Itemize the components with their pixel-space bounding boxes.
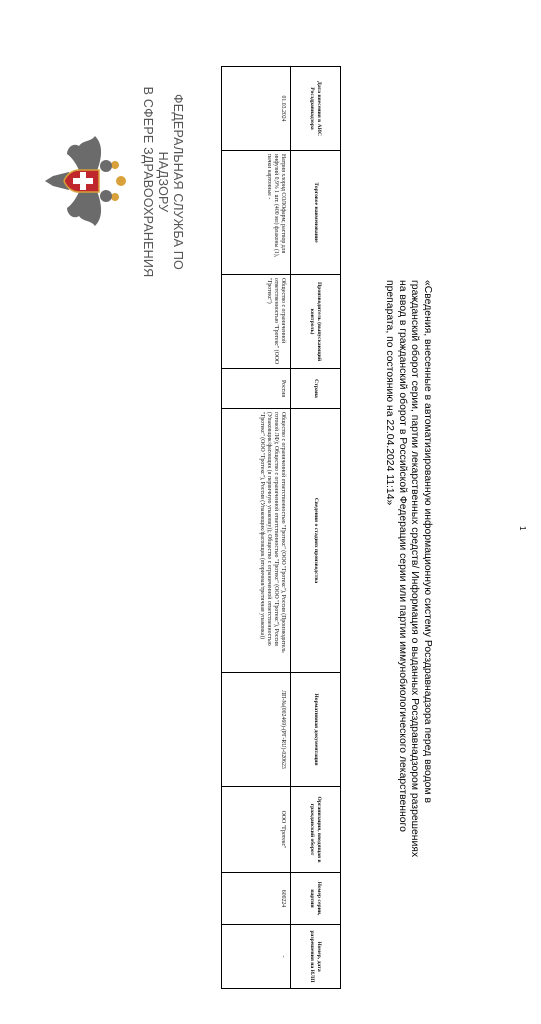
table-header-row bbox=[291, 67, 341, 989]
heading-line-3: на ввод в гражданский оборот в Российской Федерации серии или партии иммунобиологического лекарственного bbox=[397, 280, 408, 832]
column-header: Сведения о стадиях производства bbox=[291, 409, 341, 673]
column-header: Страна bbox=[291, 369, 341, 409]
column-header: Организация, вводящая в гражданский оборот bbox=[291, 787, 341, 873]
table-cell: Натрия хлорид СОЛОфарм; раствор для инфузий 0,9% 1 шт. (400 мл) флаконы (1), пачки картонные - bbox=[222, 151, 291, 275]
double-headed-eagle-emblem-icon bbox=[41, 132, 129, 230]
service-name-line-2: В СФЕРЕ ЗДРАВООХРАНЕНИЯ bbox=[141, 86, 155, 278]
table-row bbox=[222, 67, 291, 989]
heading-line-4: препарата, по состоянию на 22.04.2024 11:14» bbox=[384, 280, 396, 506]
document-heading bbox=[383, 280, 433, 858]
table-cell: ООО "Гротекс" bbox=[222, 787, 291, 873]
table-cell: - bbox=[222, 925, 291, 989]
column-header: Номер, дата разрешения на ИЛП bbox=[291, 925, 341, 989]
table-cell: ЛП-№(002469)-(РГ-RU)-020623 bbox=[222, 673, 291, 787]
column-header: Торговое наименование bbox=[291, 151, 341, 275]
column-header: Нормативная документация bbox=[291, 673, 341, 787]
table-cell: 600224 bbox=[222, 873, 291, 925]
heading-line-1: «Сведения, внесенные в автоматизированную информационную систему Росздравнадзора перед вводом в bbox=[422, 280, 433, 803]
table-cell: Общество с ограниченной ответственностью "Гротекс" (ООО "Гротекс"), Россия (Производитель готовой ЛФ); Общество с ограниченной ответственностью "Гротекс" (ООО "Гротекс"), Россия (Упаковщик/фасовщик (в первичную упаковку)); Общество с ограниченной ответственностью "Гротекс" (ООО "Гротекс"), Россия (Упаковщик/фасовщик (вторичная/третичная упаковка)) bbox=[222, 409, 291, 673]
register-table bbox=[221, 66, 341, 989]
column-header: Производитель (выпускающий контроль) bbox=[291, 275, 341, 369]
column-header: Номер серии, партии bbox=[291, 873, 341, 925]
table-cell: Общество с ограниченной ответственностью "Гротекс" (ООО "Гротекс") bbox=[222, 275, 291, 369]
column-header: Дата внесения в АИС Росздравнадзора bbox=[291, 67, 341, 151]
table-cell: Россия bbox=[222, 369, 291, 409]
service-name bbox=[140, 62, 185, 302]
table-cell: 01.03.2024 bbox=[222, 67, 291, 151]
heading-line-2: гражданский оборот серии, партии лекарственных средств/ Информация о выданных Росздравнадзором разрешениях bbox=[409, 280, 421, 858]
service-name-line-1: ФЕДЕРАЛЬНАЯ СЛУЖБА ПО НАДЗОРУ bbox=[156, 94, 185, 270]
page-number: 1 bbox=[518, 526, 527, 531]
